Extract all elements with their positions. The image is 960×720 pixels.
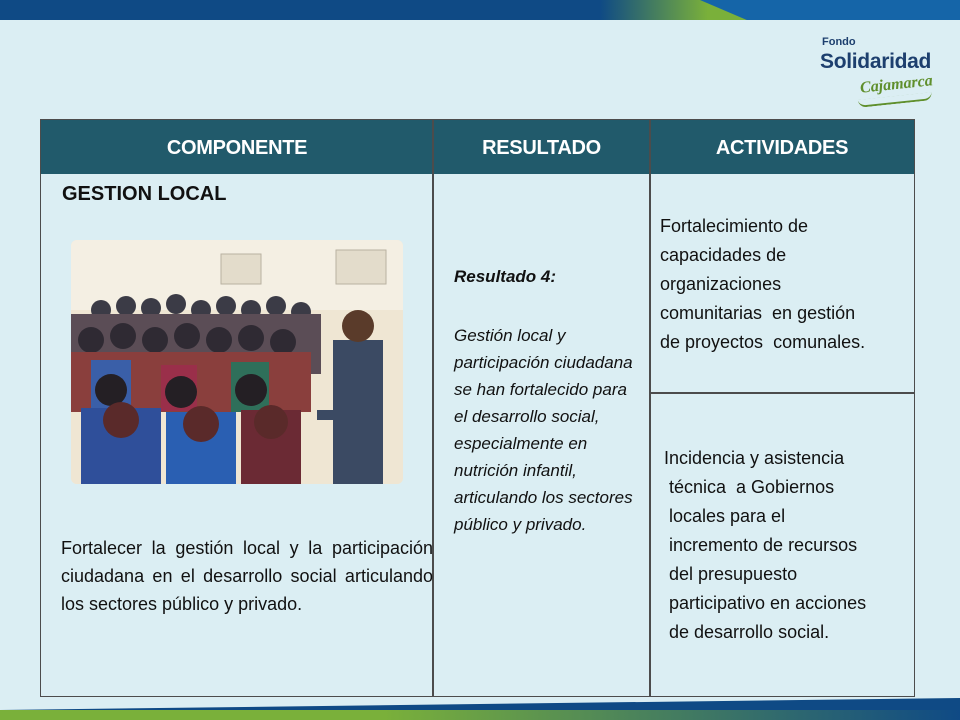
activity-2-line: técnica a Gobiernos [664,477,835,497]
activity-2-line: locales para el [664,506,786,526]
result-title: Resultado 4: [454,267,557,286]
row-divider [650,392,914,394]
activity-2-line: Incidencia y asistencia [664,448,845,468]
header-resultado: RESULTADO [482,137,601,159]
column-divider [649,120,651,696]
logo-line-cajamarca: Cajamarca [859,72,934,97]
bottom-banner-edge [0,698,960,710]
activity-2-line: de desarrollo social. [664,622,830,642]
component-title: GESTION LOCAL [62,183,227,205]
component-description: Fortalecer la gestión local y la participación ciudadana en el desarrollo social articulando los sectores público y privado. [61,538,433,614]
bottom-banner [0,698,960,720]
logo-line-solidaridad: Solidaridad [820,50,932,73]
header-componente: COMPONENTE [166,137,308,159]
top-banner [0,0,960,20]
community-meeting-photo [71,240,403,484]
header-actividades: ACTIVIDADES [715,137,849,159]
bottom-banner-green-stripe [0,710,960,720]
fondo-solidaridad-logo [818,36,942,106]
activity-1 [660,212,910,357]
activity-2-line: del presupuesto [664,564,798,584]
activity-1-line: organizaciones [660,274,782,294]
activity-1-line: de proyectos comunales. [660,332,866,352]
activity-2-line: incremento de recursos [664,535,858,555]
meeting-photo-illustration [71,240,403,484]
activity-2-line: participativo en acciones [664,593,867,613]
activity-1-line: Fortalecimiento de [660,216,809,236]
activity-1-line: capacidades de [660,245,787,265]
logo-line-fondo: Fondo [822,36,856,48]
activity-1-line: comunitarias en gestión [660,303,856,323]
result-description: Gestión local y participación ciudadana se han fortalecido para el desarrollo social, especialmente en nutrición infantil, articulando los sectores público y privado. [454,326,633,534]
table-header-row [41,120,914,174]
component-table [40,119,915,697]
activity-2 [664,444,914,647]
